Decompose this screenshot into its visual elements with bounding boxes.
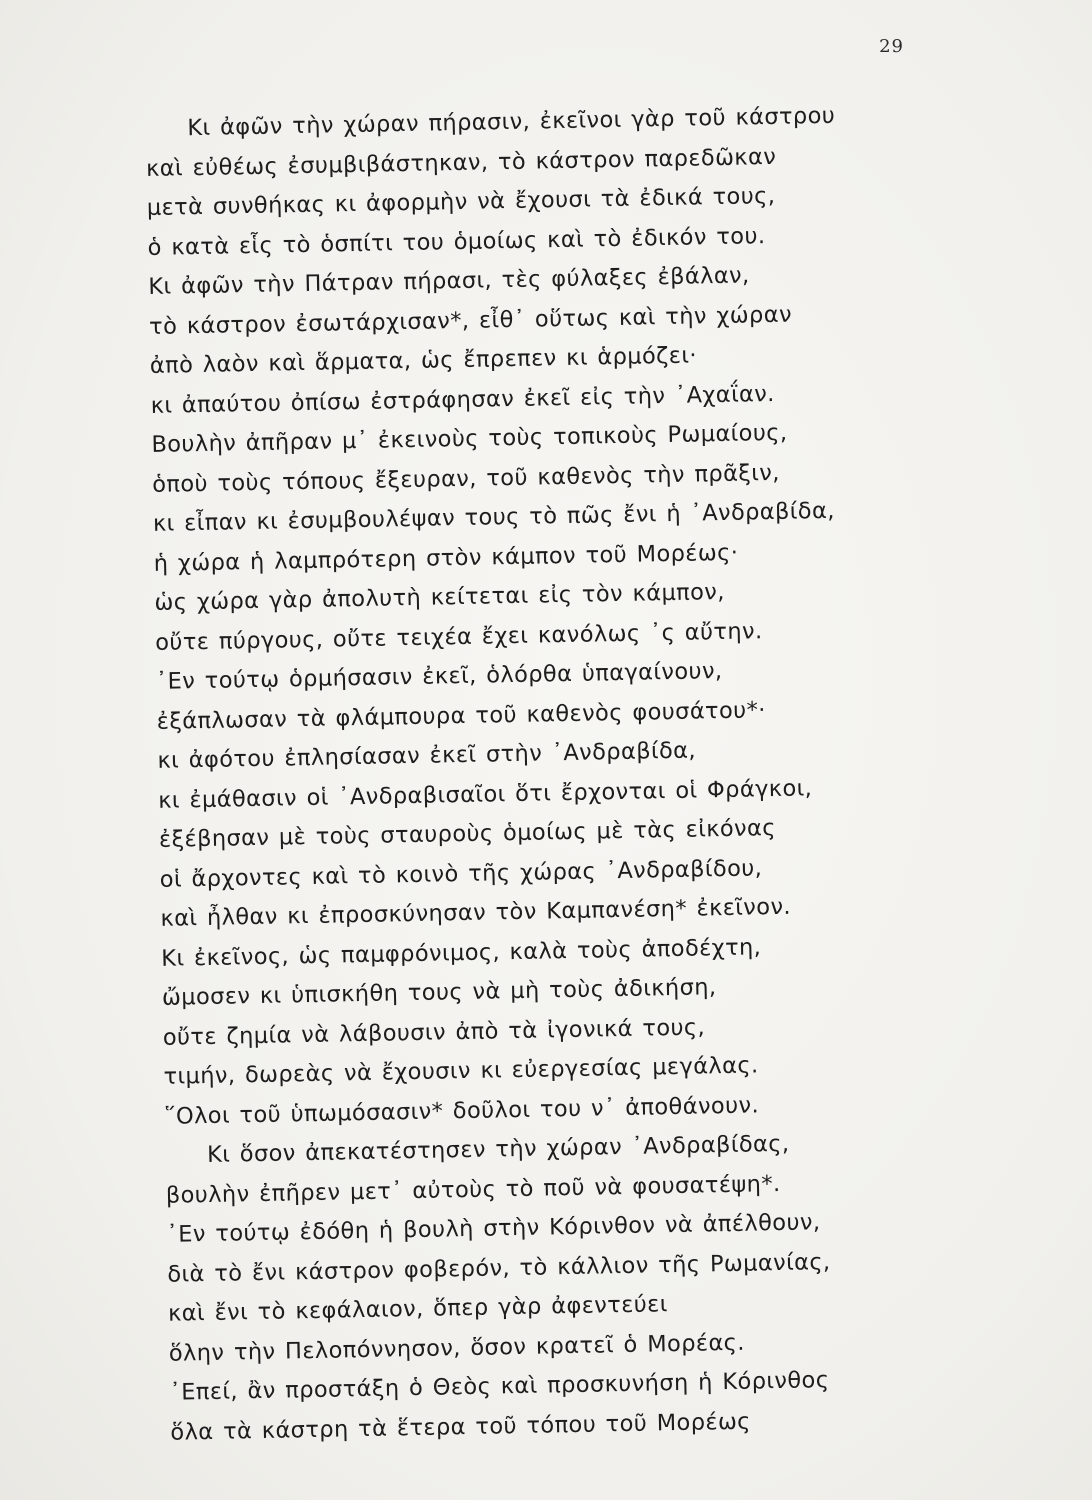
verse-line: τιμήν, δωρεὰς νὰ ἔχουσιν κι εὐεργεσίας μεγάλας.: [163, 1052, 759, 1090]
verse-line: κι ἀπαύτου ὀπίσω ἐστράφησαν ἐκεῖ εἰς τὴν ᾿Αχαΐαν.: [150, 380, 775, 419]
verse-line: οὔτε ζημία νὰ λάβουσιν ἀπὸ τὰ ἰγονικά τους,: [162, 1013, 706, 1051]
verse-line: Βουλὴν ἀπῆραν μ᾿ ἐκεινοὺς τοὺς τοπικοὺς Ρωμαίους,: [151, 419, 788, 458]
verse-line: τὸ κάστρον ἐσωτάρχισαν*, εἶθ᾿ οὕτως καὶ τὴν χώραν: [148, 301, 793, 340]
verse-line: κι ἐμάθασιν οἱ ᾿Ανδραβισαῖοι ὅτι ἔρχονται οἱ Φράγκοι,: [158, 774, 813, 814]
verse-line: οἱ ἄρχοντες καὶ τὸ κοινὸ τῆς χώρας ᾿Ανδραβίδου,: [159, 854, 763, 893]
verse-line: ἡ χώρα ἡ λαμπρότερη στὸν κάμπον τοῦ Μορέως·: [153, 539, 739, 577]
page-number: 29: [879, 36, 904, 57]
verse-line: διὰ τὸ ἔνι κάστρον φοβερόν, τὸ κάλλιον τῆς Ρωμανίας,: [167, 1248, 831, 1288]
verse-line: ῞Ολοι τοῦ ὑπωμόσασιν* δοῦλοι του ν᾿ ἀποθάνουν.: [164, 1091, 760, 1130]
verse-line: ἐξάπλωσαν τὰ φλάμπουρα τοῦ καθενὸς φουσάτου*·: [156, 696, 767, 735]
verse-line: ὅλην τὴν Πελοπόννησον, ὅσον κρατεῖ ὁ Μορέας.: [168, 1329, 746, 1367]
verse-line: ἀπὸ λαὸν καὶ ἅρματα, ὡς ἔπρεπεν κι ἁρμόζει·: [149, 342, 698, 379]
verse-line: Κι ἐκεῖνος, ὡς παμφρόνιμος, καλὰ τοὺς ἀποδέχτη,: [161, 933, 762, 972]
verse-line: οὔτε πύργους, οὔτε τειχέα ἔχει κανόλως ᾿ς αὔτην.: [154, 617, 763, 656]
verse-line: ὡς χώρα γὰρ ἀπολυτὴ κείτεται εἰς τὸν κάμπον,: [154, 578, 726, 616]
verse-line: κι ἀφότου ἐπλησίασαν ἐκεῖ στὴν ᾿Ανδραβίδα,: [157, 737, 697, 774]
verse-line: ὁ κατὰ εἷς τὸ ὁσπίτι του ὁμοίως καὶ τὸ ἐδικόν του.: [147, 222, 766, 261]
verse-line: ὤμοσεν κι ὑπισκήθη τους νὰ μὴ τοὺς ἀδικήση,: [161, 974, 717, 1011]
verse-line: Κι ἀφῶν τὴν Πάτραν πήρασι, τὲς φύλαξες ἐβάλαν,: [148, 262, 750, 300]
verse-line: ᾿Επεί, ἂν προστάξη ὁ Θεὸς καὶ προσκυνήση ἡ Κόρινθος: [169, 1367, 830, 1406]
verse-line: ᾿Εν τούτῳ ὁρμήσασιν ἐκεῖ, ὁλόρθα ὑπαγαίνουν,: [155, 658, 723, 695]
verse-line: ὁποὺ τοὺς τόπους ἔξευραν, τοῦ καθενὸς τὴν πρᾶξιν,: [151, 459, 781, 498]
verse-line: καὶ ἦλθαν κι ἐπροσκύνησαν τὸν Καμπανέση* ἐκεῖνον.: [160, 893, 792, 932]
verse-line: ὅλα τὰ κάστρη τὰ ἕτερα τοῦ τόπου τοῦ Μορέως: [170, 1408, 752, 1446]
verse-line: Κι ὅσον ἀπεκατέστησεν τὴν χώραν ᾿Ανδραβίδας,: [206, 1130, 790, 1168]
verse-line: καὶ εὐθέως ἐσυμβιβάστηκαν, τὸ κάστρον παρεδῶκαν: [145, 143, 777, 182]
poem-text: [145, 95, 931, 1452]
verse-line: ἐξέβησαν μὲ τοὺς σταυροὺς ὁμοίως μὲ τὰς εἰκόνας: [158, 815, 777, 853]
verse-line: Κι ἀφῶν τὴν χώραν πήρασιν, ἐκεῖνοι γὰρ τοῦ κάστρου: [187, 102, 836, 142]
verse-line: καὶ ἔνι τὸ κεφάλαιον, ὅπερ γὰρ ἀφεντεύει: [167, 1291, 668, 1327]
verse-line: μετὰ συνθήκας κι ἀφορμὴν νὰ ἔχουσι τὰ ἐδικά τους,: [146, 182, 776, 221]
verse-line: βουλὴν ἐπῆρεν μετ᾿ αὐτοὺς τὸ ποῦ νὰ φουσατέψη*.: [165, 1170, 781, 1209]
verse-line: ᾿Εν τούτῳ ἐδόθη ἡ βουλὴ στὴν Κόρινθον νὰ ἀπέλθουν,: [166, 1209, 821, 1248]
verse-line: κι εἶπαν κι ἐσυμβουλέψαν τους τὸ πῶς ἔνι ἡ ᾿Ανδραβίδα,: [152, 497, 835, 537]
